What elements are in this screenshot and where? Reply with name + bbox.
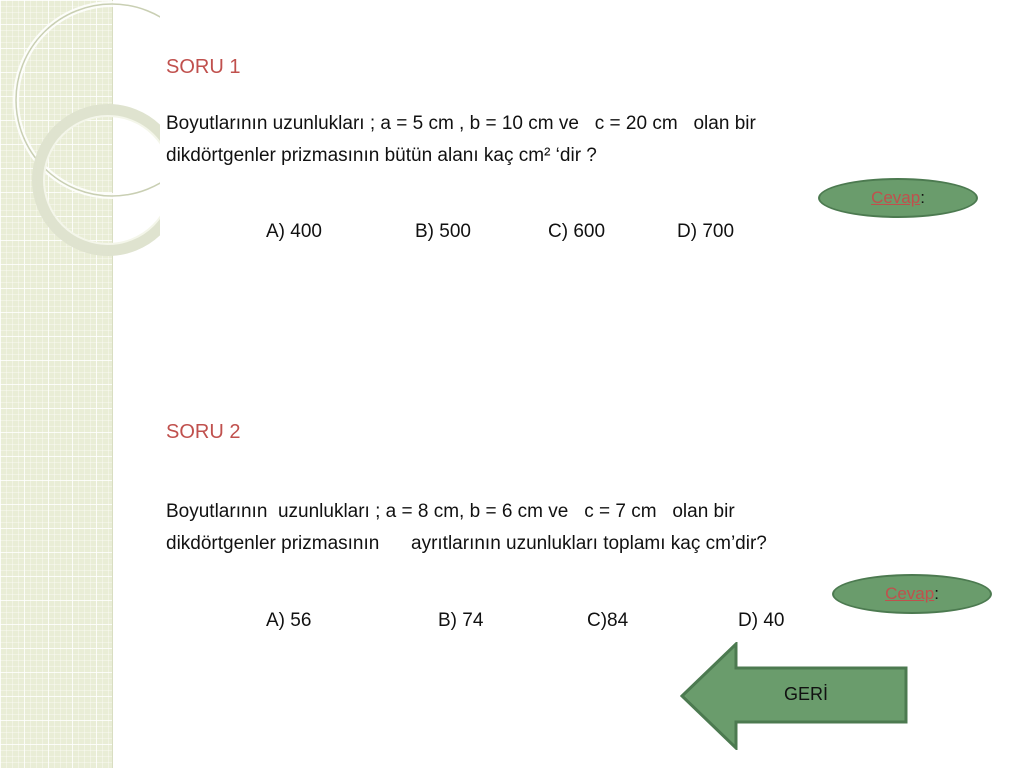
question-2-answer-button[interactable] — [832, 574, 992, 614]
back-button-label[interactable]: GERİ — [783, 684, 828, 704]
question-1-option-a: A) 400 — [266, 221, 322, 242]
question-2-option-b: B) 74 — [438, 610, 484, 631]
question-1-title: SORU 1 — [166, 56, 241, 78]
question-2-title: SORU 2 — [166, 421, 241, 443]
answer-colon: : — [920, 188, 925, 207]
decorative-rings — [0, 0, 160, 300]
question-2-line-2: dikdörtgenler prizmasının ayrıtlarının uzunlukları toplamı kaç cm’dir? — [166, 533, 767, 554]
question-2-option-c: C)84 — [587, 610, 629, 631]
question-1-line-2: dikdörtgenler prizmasının bütün alanı kaç cm² ‘dir ? — [166, 145, 597, 166]
question-1-option-d: D) 700 — [677, 221, 735, 242]
answer-colon: : — [934, 584, 939, 603]
question-1-line-1: Boyutlarının uzunlukları ; a = 5 cm , b = 10 cm ve c = 20 cm olan bir — [166, 113, 756, 134]
answer-link[interactable]: Cevap — [871, 188, 921, 207]
answer-link[interactable]: Cevap — [885, 584, 935, 603]
question-1-option-b: B) 500 — [415, 221, 471, 242]
question-2-line-1: Boyutlarının uzunlukları ; a = 8 cm, b = 6 cm ve c = 7 cm olan bir — [166, 501, 735, 522]
question-2-option-d: D) 40 — [738, 610, 785, 631]
question-1-option-c: C) 600 — [548, 221, 606, 242]
question-1-answer-button[interactable] — [818, 178, 978, 218]
question-2-option-a: A) 56 — [266, 610, 312, 631]
